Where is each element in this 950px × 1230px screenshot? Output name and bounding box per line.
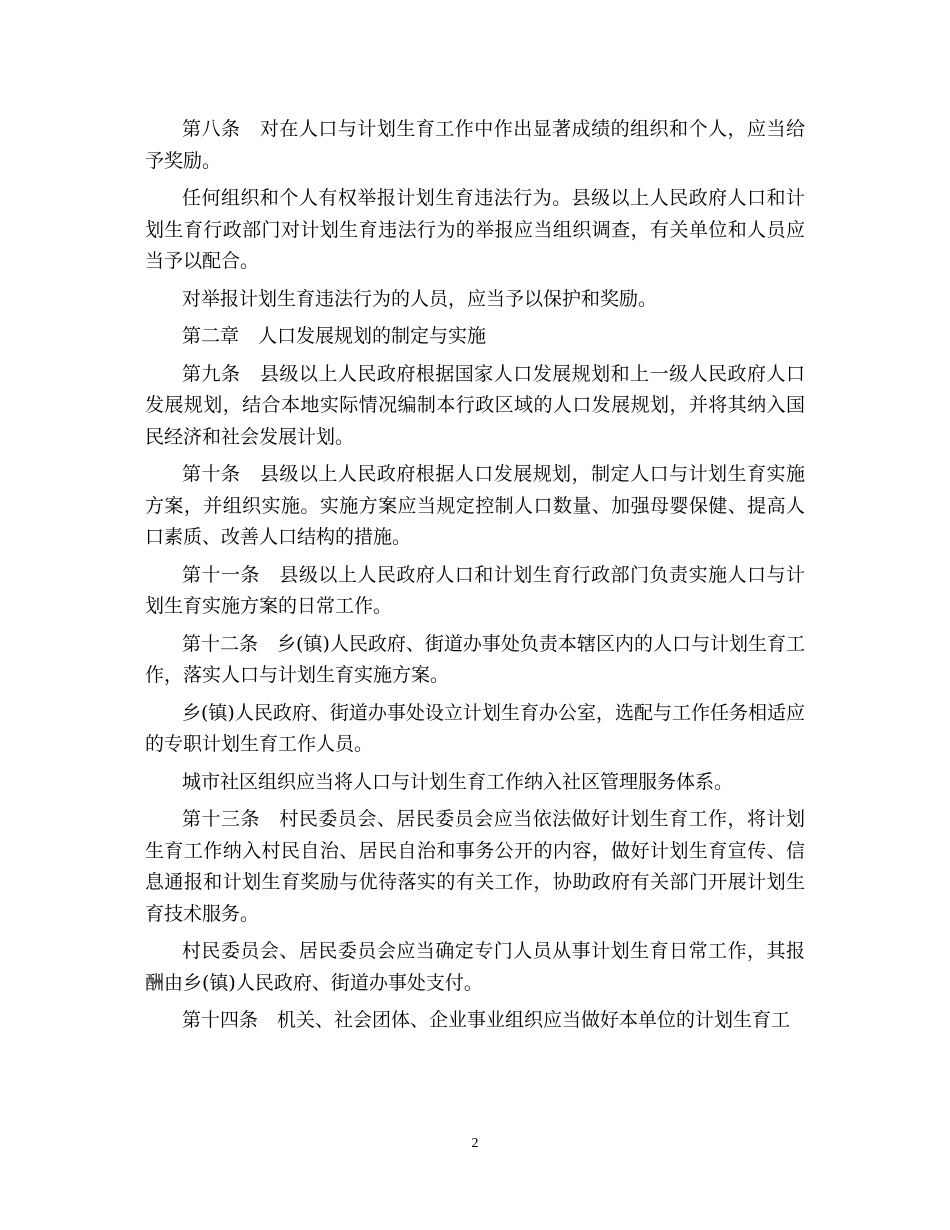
paragraph-article-9: 第九条 县级以上人民政府根据国家人口发展规划和上一级人民政府人口发展规划，结合本地实际情况编制本行政区域的人口发展规划，并将其纳入国民经济和社会发展计划。 (145, 362, 805, 448)
document-body (145, 114, 805, 1037)
paragraph-community-organizations: 城市社区组织应当将人口与计划生育工作纳入社区管理服务体系。 (182, 770, 734, 793)
paragraph-article-11: 第十一条 县级以上人民政府人口和计划生育行政部门负责实施人口与计划生育实施方案的日常工作。 (145, 563, 805, 617)
paragraph-article-14: 第十四条 机关、社会团体、企业事业组织应当做好本单位的计划生育工 (182, 1009, 791, 1031)
paragraph-article-8: 第八条 对在人口与计划生育工作中作出显著成绩的组织和个人，应当给予奖励。 (145, 118, 805, 172)
paragraph-article-10: 第十条 县级以上人民政府根据人口发展规划，制定人口与计划生育实施方案，并组织实施。实施方案应当规定控制人口数量、加强母婴保健、提高人口素质、改善人口结构的措施。 (145, 463, 805, 548)
chapter-2-heading: 第二章 人口发展规划的制定与实施 (182, 325, 487, 347)
page-number: 2 (471, 1136, 479, 1151)
paragraph-reporting-rights: 任何组织和个人有权举报计划生育违法行为。县级以上人民政府人口和计划生育行政部门对计划生育违法行为的举报应当组织调查，有关单位和人员应当予以配合。 (145, 187, 805, 272)
paragraph-committee-staff: 村民委员会、居民委员会应当确定专门人员从事计划生育日常工作，其报酬由乡(镇)人民政府、街道办事处支付。 (145, 940, 805, 994)
paragraph-article-12: 第十二条 乡(镇)人民政府、街道办事处负责本辖区内的人口与计划生育工作，落实人口与计划生育实施方案。 (145, 632, 805, 686)
paragraph-reporter-protection: 对举报计划生育违法行为的人员，应当予以保护和奖励。 (182, 287, 658, 310)
paragraph-family-planning-office: 乡(镇)人民政府、街道办事处设立计划生育办公室，选配与工作任务相适应的专职计划生育工作人员。 (145, 701, 805, 755)
paragraph-article-13: 第十三条 村民委员会、居民委员会应当依法做好计划生育工作，将计划生育工作纳入村民自治、居民自治和事务公开的内容，做好计划生育宣传、信息通报和计划生育奖励与优待落实的有关工作，协助政府有关部门开展计划生育技术服务。 (145, 808, 805, 925)
